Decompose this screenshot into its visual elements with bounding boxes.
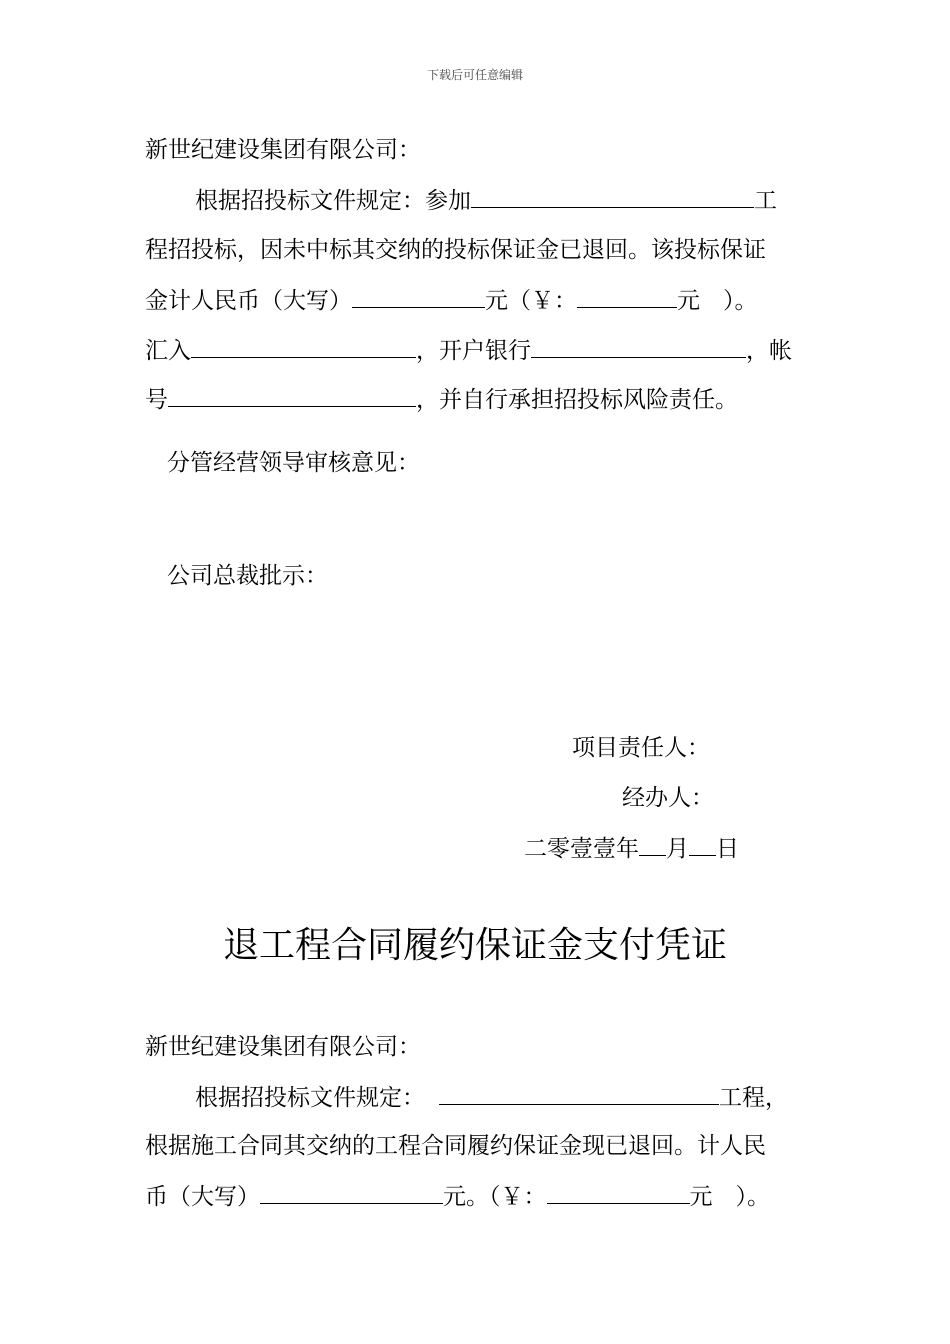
amount-figure-blank[interactable] (577, 285, 677, 308)
paragraph-1-line-5 (145, 384, 738, 415)
addressee-1: 新世纪建设集团有限公司： (145, 137, 421, 163)
paragraph-1-line-2: 程招投标，因未中标其交纳的投标保证金已退回。该投标保证 (145, 237, 766, 263)
project-name-blank-2[interactable] (439, 1082, 719, 1105)
paragraph-2-line-3 (145, 1181, 770, 1212)
text: 元 ）。 (689, 1184, 770, 1210)
amount-words-blank[interactable] (352, 285, 485, 308)
text: ，开户银行 (416, 338, 531, 364)
text: 日 (716, 836, 739, 862)
amount-words-blank-2[interactable] (260, 1181, 443, 1204)
text: 汇入 (145, 338, 191, 364)
paragraph-1-line-3 (145, 285, 758, 316)
bank-blank[interactable] (531, 335, 746, 358)
text: 根据招投标文件规定：参加 (195, 188, 471, 214)
text: 根据招投标文件规定： (195, 1085, 425, 1111)
payee-blank[interactable] (191, 335, 416, 358)
text: 工程， (719, 1085, 788, 1111)
header-note: 下载后可任意编辑 (426, 68, 523, 82)
president-label: 公司总裁批示： (167, 563, 328, 589)
text: 元 ）。 (677, 288, 758, 314)
addressee-2: 新世纪建设集团有限公司： (145, 1034, 421, 1060)
page-title: 退工程合同履约保证金支付凭证 (222, 925, 727, 966)
review-label: 分管经营领导审核意见： (167, 450, 420, 476)
text: 元。（￥： (443, 1184, 547, 1210)
date-line (524, 833, 739, 864)
text: ，并自行承担招投标风险责任。 (416, 387, 738, 413)
text: 月 (666, 836, 689, 862)
paragraph-1-line-1 (145, 185, 777, 216)
amount-figure-blank-2[interactable] (547, 1181, 690, 1204)
text: 二零壹壹年 (524, 836, 639, 862)
paragraph-1-line-4 (145, 335, 792, 366)
text: 号 (145, 387, 168, 413)
month-blank[interactable] (639, 833, 666, 856)
day-blank[interactable] (689, 833, 716, 856)
text: 工 (754, 188, 777, 214)
text: 元（￥： (485, 288, 577, 314)
text: 金计人民币（大写） (145, 288, 352, 314)
paragraph-2-line-1 (145, 1082, 788, 1113)
text: 币（大写） (145, 1184, 260, 1210)
handler-label: 经办人： (622, 785, 714, 811)
account-blank[interactable] (168, 384, 416, 407)
project-lead-label: 项目责任人： (572, 735, 710, 761)
paragraph-2-line-2: 根据施工合同其交纳的工程合同履约保证金现已退回。计人民 (145, 1133, 766, 1159)
project-name-blank[interactable] (471, 185, 754, 208)
text: ，帐 (746, 338, 792, 364)
